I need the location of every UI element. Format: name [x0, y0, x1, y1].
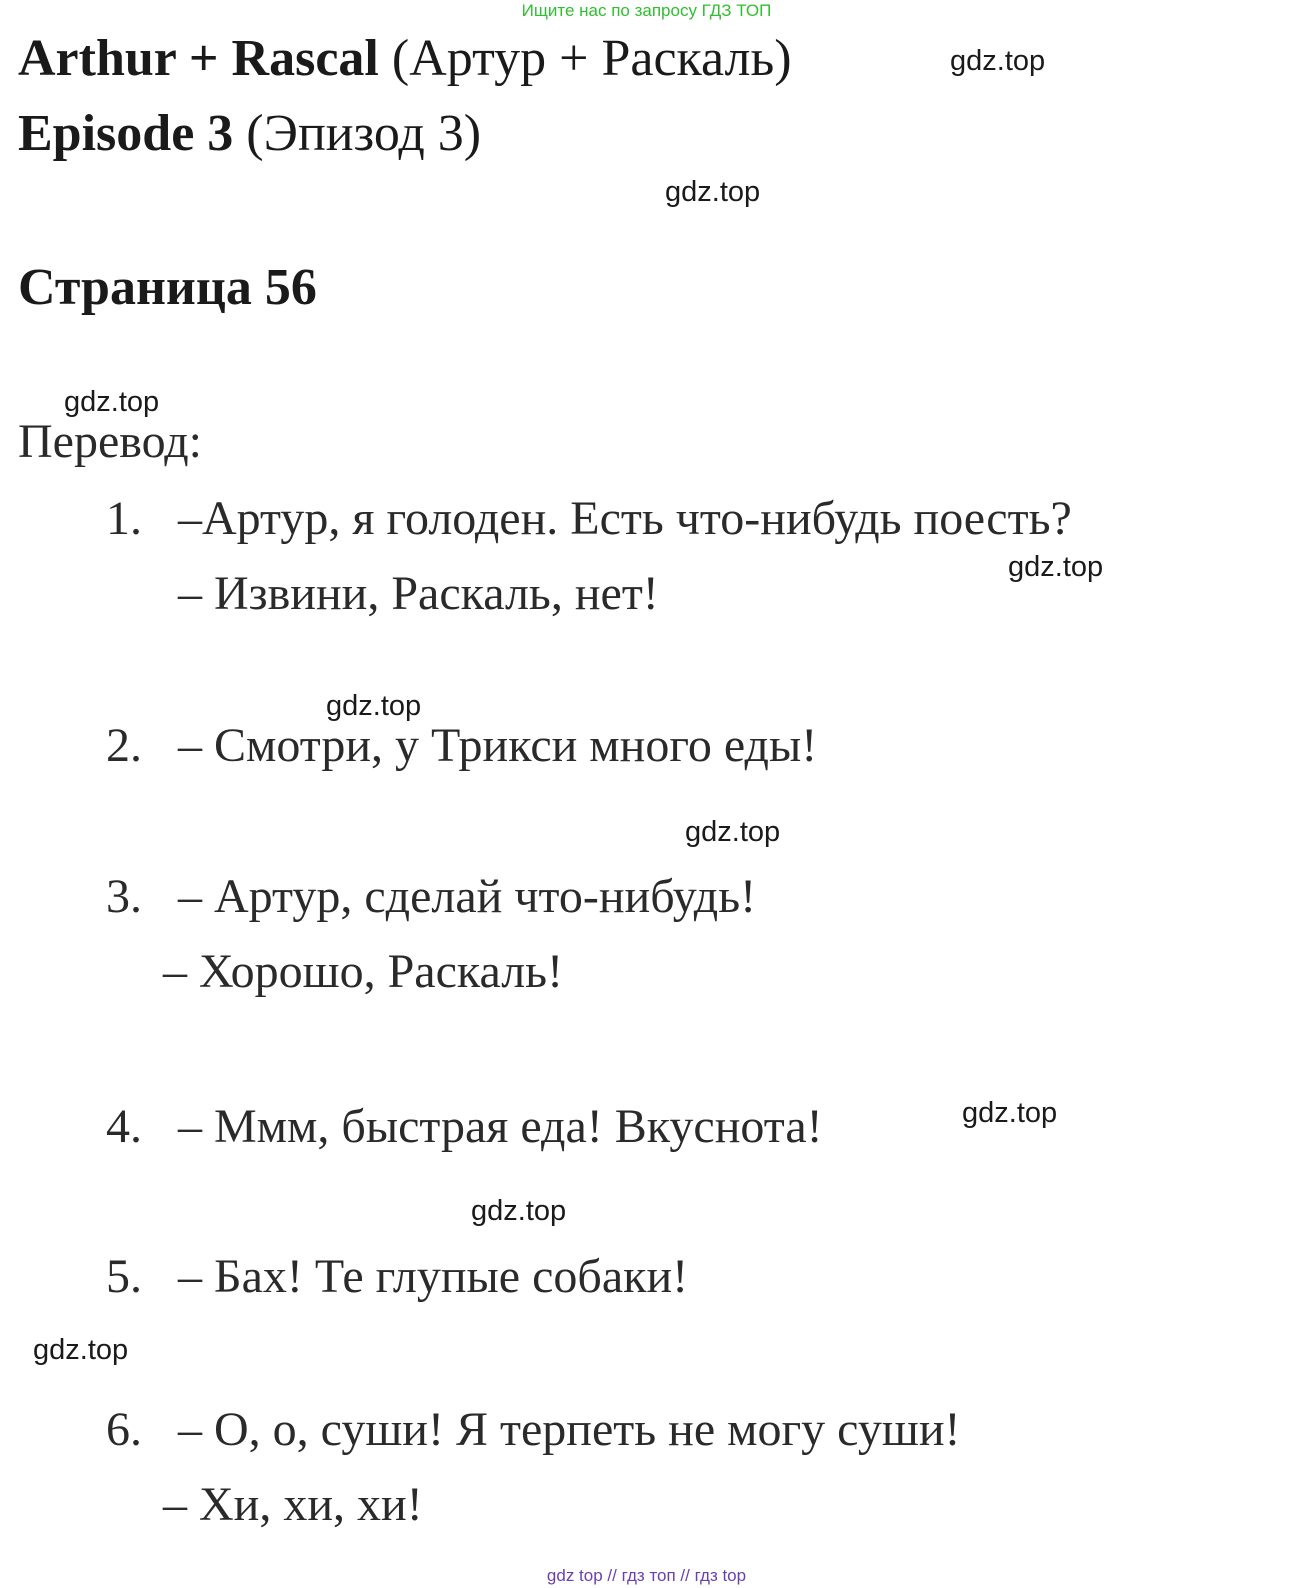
watermark: gdz.top: [665, 176, 761, 208]
watermark: gdz.top: [950, 45, 1046, 77]
title-heading: [18, 30, 792, 87]
episode-heading: [18, 105, 482, 162]
title-ru: (Артур + Раскаль): [391, 30, 792, 87]
item-line: – Извини, Раскаль, нет!: [178, 567, 659, 620]
watermark: gdz.top: [1008, 551, 1104, 583]
page-heading-text: Страница 56: [18, 259, 317, 316]
watermark: gdz.top: [685, 816, 781, 848]
item-line: – О, о, суши! Я терпеть не могу суши!: [178, 1403, 961, 1456]
item-number: 3.: [106, 870, 142, 923]
item-line: – Хорошо, Раскаль!: [163, 945, 564, 998]
watermark: gdz.top: [471, 1195, 567, 1227]
footer-watermark: gdz top // гдз топ // гдз top: [546, 1566, 747, 1585]
item-line: –Артур, я голоден. Есть что-нибудь поесть?: [178, 492, 1072, 545]
episode-ru: (Эпизод 3): [246, 105, 482, 162]
title-en: Arthur + Rascal: [18, 30, 379, 87]
watermark: gdz.top: [64, 386, 160, 418]
top-banner: Ищите нас по запросу ГДЗ ТОП: [521, 1, 772, 20]
item-number: 2.: [106, 719, 142, 772]
item-number: 6.: [106, 1403, 142, 1456]
item-line: – Ммм, быстрая еда! Вкуснота!: [178, 1100, 823, 1153]
item-number: 1.: [106, 492, 142, 545]
watermark: gdz.top: [962, 1097, 1058, 1129]
item-line: – Артур, сделай что-нибудь!: [178, 870, 757, 923]
item-line: – Бах! Те глупые собаки!: [178, 1250, 689, 1303]
item-line: – Хи, хи, хи!: [163, 1478, 423, 1531]
item-number: 4.: [106, 1100, 142, 1153]
item-number: 5.: [106, 1250, 142, 1303]
episode-en: Episode 3: [18, 105, 234, 162]
item-line: – Смотри, у Трикси много еды!: [178, 719, 818, 772]
page-heading: [18, 259, 317, 316]
watermark: gdz.top: [326, 690, 422, 722]
translation-label: Перевод:: [18, 415, 202, 468]
watermark: gdz.top: [33, 1334, 129, 1366]
